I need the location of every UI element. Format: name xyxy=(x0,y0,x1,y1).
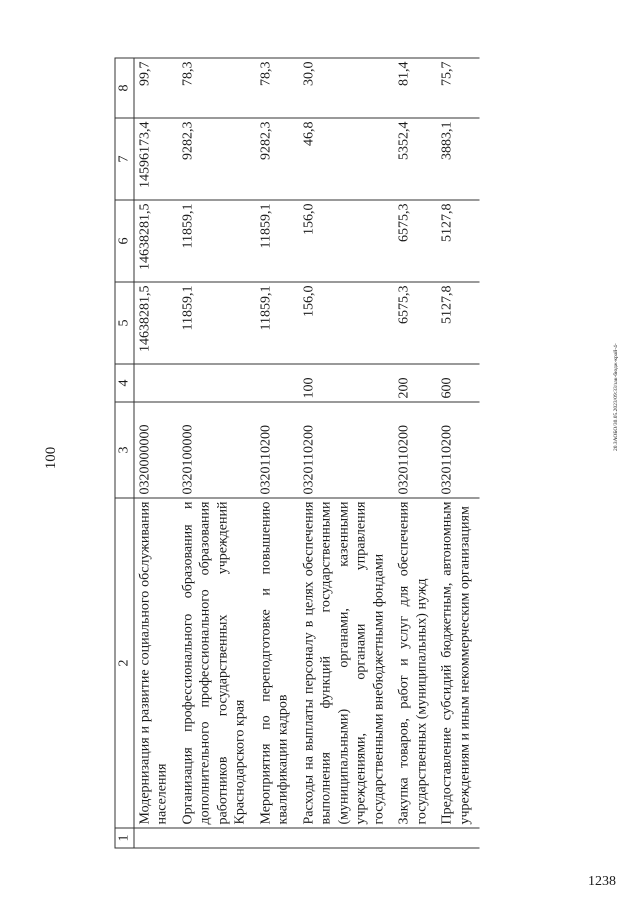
column-header: 5 xyxy=(115,282,134,364)
row-value-5: 5127,8 xyxy=(437,282,480,364)
column-header: 6 xyxy=(115,200,134,282)
row-code-cell: 0320110200 xyxy=(298,402,394,498)
row-vr-cell: 600 xyxy=(437,364,480,402)
row-code-cell: 0320110200 xyxy=(437,402,480,498)
column-header: 3 xyxy=(115,402,134,498)
row-value-8: 30,0 xyxy=(298,58,394,118)
page-number-bottom: 1238 xyxy=(588,874,616,889)
table-row xyxy=(177,58,255,848)
row-name-cell: Закупка товаров, работ и услуг для обеспечения государственных (муниципальных) нужд xyxy=(394,498,437,828)
row-value-6: 11859,1 xyxy=(177,200,255,282)
column-header: 4 xyxy=(115,364,134,402)
row-name-cell: Мероприятия по переподготовке и повышению квалификации кадров xyxy=(255,498,298,828)
row-value-7: 9282,3 xyxy=(177,118,255,200)
row-code-cell: 0320110200 xyxy=(255,402,298,498)
table-row xyxy=(134,58,178,848)
footer-code: 20.ЗАОБО/30.05.2023/09:33/зак-бюдж-край-4- xyxy=(613,343,619,451)
row-value-8: 78,3 xyxy=(177,58,255,118)
column-header: 7 xyxy=(115,118,134,200)
row-value-7: 5352,4 xyxy=(394,118,437,200)
budget-table xyxy=(115,57,480,848)
row-value-7: 14596173,4 xyxy=(134,118,178,200)
budget-table-container xyxy=(115,58,630,848)
row-value-6: 156,0 xyxy=(298,200,394,282)
row-value-5: 6575,3 xyxy=(394,282,437,364)
row-value-6: 11859,1 xyxy=(255,200,298,282)
row-index-cell xyxy=(177,828,255,848)
row-vr-cell xyxy=(134,364,178,402)
row-value-7: 9282,3 xyxy=(255,118,298,200)
column-header: 1 xyxy=(115,828,134,848)
row-value-7: 46,8 xyxy=(298,118,394,200)
row-value-7: 3883,1 xyxy=(437,118,480,200)
row-name-cell: Предоставление субсидий бюджетным, автономным учреждениям и иным некоммерческим организациям xyxy=(437,498,480,828)
table-row xyxy=(437,58,480,848)
row-value-8: 75,7 xyxy=(437,58,480,118)
row-value-6: 5127,8 xyxy=(437,200,480,282)
row-value-6: 14638281,5 xyxy=(134,200,178,282)
row-name-cell: Расходы на выплаты персоналу в целях обеспечения выполнения функций государственными (муниципальными) органами, казенными учреждениями, органами управления государственными внебюджетными фондами xyxy=(298,498,394,828)
table-row xyxy=(394,58,437,848)
row-code-cell: 0320000000 xyxy=(134,402,178,498)
row-index-cell xyxy=(394,828,437,848)
row-vr-cell xyxy=(255,364,298,402)
row-vr-cell xyxy=(177,364,255,402)
table-header-row xyxy=(115,58,134,848)
row-name-cell: Организация профессионального образования и дополнительного профессионального образования работников государственных учреждений Краснодарского края xyxy=(177,498,255,828)
row-value-5: 11859,1 xyxy=(177,282,255,364)
row-index-cell xyxy=(134,828,178,848)
row-code-cell: 0320100000 xyxy=(177,402,255,498)
row-name-cell: Модернизация и развитие социального обслуживания населения xyxy=(134,498,178,828)
row-value-8: 78,3 xyxy=(255,58,298,118)
row-vr-cell: 100 xyxy=(298,364,394,402)
row-value-8: 99,7 xyxy=(134,58,178,118)
row-value-5: 11859,1 xyxy=(255,282,298,364)
row-index-cell xyxy=(298,828,394,848)
row-index-cell xyxy=(437,828,480,848)
page-number-top: 100 xyxy=(43,446,59,470)
row-value-8: 81,4 xyxy=(394,58,437,118)
column-header: 8 xyxy=(115,58,134,118)
row-vr-cell: 200 xyxy=(394,364,437,402)
row-value-5: 156,0 xyxy=(298,282,394,364)
table-row xyxy=(255,58,298,848)
column-header: 2 xyxy=(115,498,134,828)
row-code-cell: 0320110200 xyxy=(394,402,437,498)
table-row xyxy=(298,58,394,848)
row-index-cell xyxy=(255,828,298,848)
row-value-6: 6575,3 xyxy=(394,200,437,282)
row-value-5: 14638281,5 xyxy=(134,282,178,364)
